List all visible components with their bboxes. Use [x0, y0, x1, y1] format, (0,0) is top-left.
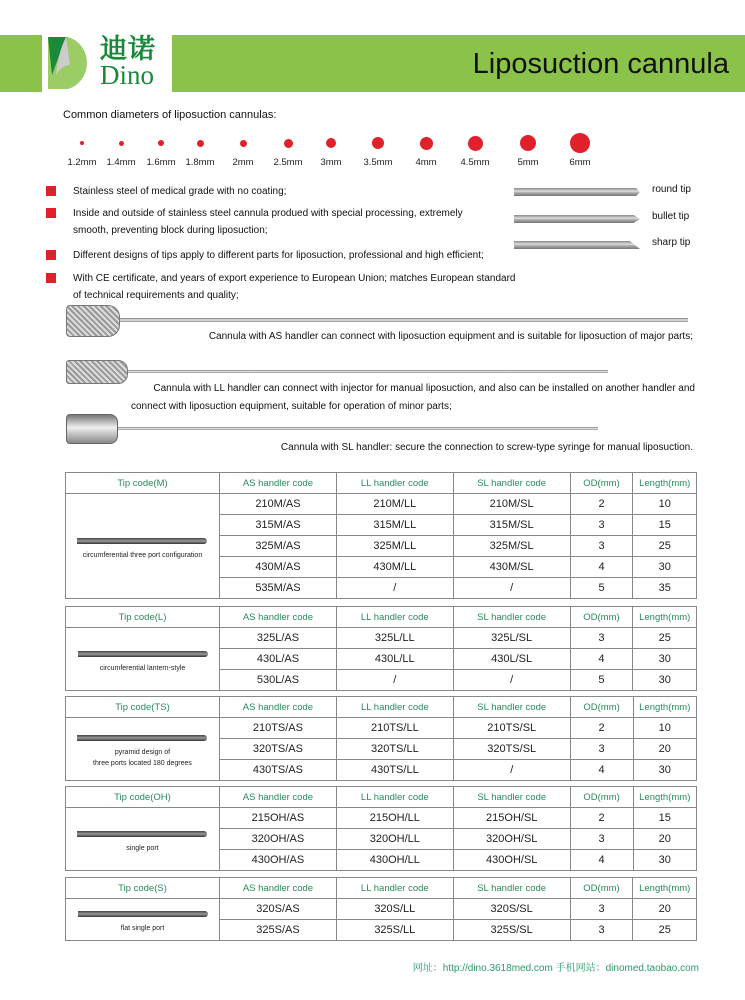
table-header-row — [66, 787, 697, 808]
table-cell: 3 — [570, 515, 633, 536]
table-cell: / — [336, 578, 453, 599]
table-cell: 320S/AS — [220, 899, 337, 920]
table-cell: 3 — [570, 899, 633, 920]
diameter-label: 3.5mm — [363, 157, 393, 168]
tip-type-label: sharp tip — [652, 237, 691, 248]
spec-table — [65, 472, 697, 599]
feature-text: Inside and outside of stainless steel cannula produed with special processing, extremely — [73, 208, 463, 219]
diameter-label: 2mm — [232, 157, 254, 168]
table-cell: 325M/LL — [336, 536, 453, 557]
column-header: AS handler code — [219, 787, 336, 808]
diameter-dot-icon — [468, 136, 483, 151]
tip-image-icon — [77, 735, 207, 741]
spec-table — [65, 606, 697, 691]
table-cell: 315M/AS — [219, 515, 336, 536]
table-cell: 3 — [570, 536, 633, 557]
red-square-bullet-icon — [46, 273, 56, 283]
table-cell: 3 — [570, 829, 633, 850]
column-header: SL handler code — [453, 473, 570, 494]
diameter-item — [358, 130, 398, 168]
table-cell: 430TS/LL — [336, 760, 453, 781]
table-cell: 320OH/LL — [336, 829, 453, 850]
column-header: LL handler code — [336, 878, 453, 899]
table-cell: 4 — [570, 850, 633, 871]
column-header: OD(mm) — [570, 607, 633, 628]
tip-cell — [66, 628, 220, 691]
diameter-dot-icon — [570, 133, 590, 153]
sl-handle-icon — [66, 414, 118, 444]
red-square-bullet-icon — [46, 208, 56, 218]
table-cell: 325L/SL — [453, 628, 570, 649]
diameter-item — [180, 130, 220, 168]
tip-type-label: bullet tip — [652, 211, 690, 222]
table-cell: 215OH/SL — [453, 808, 570, 829]
table-cell: / — [453, 760, 570, 781]
table-cell: / — [453, 670, 570, 691]
tip-cell — [66, 494, 220, 599]
table-row — [66, 718, 697, 739]
round-tip-icon — [514, 188, 640, 196]
table-cell: 210M/LL — [336, 494, 453, 515]
column-header: SL handler code — [453, 697, 570, 718]
diameter-dot-icon — [520, 135, 536, 151]
table-cell: 30 — [633, 760, 697, 781]
table-cell: 20 — [633, 899, 697, 920]
table-cell: 320OH/SL — [453, 829, 570, 850]
table-cell: 215OH/AS — [219, 808, 336, 829]
cannula-ll-desc-1: Cannula with LL handler can connect with injector for manual liposuction, and also can be installed on another handler and — [153, 383, 695, 394]
table-cell: 3 — [570, 739, 633, 760]
table-cell: 215OH/LL — [336, 808, 453, 829]
diameter-label: 1.6mm — [146, 157, 176, 168]
table-cell: 430L/AS — [220, 649, 337, 670]
table-cell: 30 — [633, 557, 697, 578]
column-header: AS handler code — [220, 607, 337, 628]
table-cell: 25 — [633, 920, 697, 941]
diameter-dot-icon — [158, 140, 164, 146]
table-cell: 4 — [570, 760, 633, 781]
table-row — [66, 494, 697, 515]
table-cell: 20 — [633, 829, 697, 850]
sl-cannula-rod — [118, 427, 598, 430]
tip-description: circumferential three port configuration — [82, 551, 203, 559]
tip-description: single port — [126, 844, 159, 852]
dino-logo-icon — [46, 35, 98, 91]
diameter-dot-icon — [197, 140, 204, 147]
column-header: Length(mm) — [633, 697, 697, 718]
column-header: Length(mm) — [633, 607, 697, 628]
tip-code-header: Tip code(M) — [66, 473, 220, 494]
tip-code-header: Tip code(L) — [66, 607, 220, 628]
table-cell: 315M/SL — [453, 515, 570, 536]
column-header: LL handler code — [336, 787, 453, 808]
tip-type-label: round tip — [652, 184, 691, 195]
table-cell: 430M/LL — [336, 557, 453, 578]
feature-text: of technical requirements and quality; — [73, 290, 239, 301]
diameter-label: 4.5mm — [460, 157, 490, 168]
feature-text: With CE certificate, and years of export experience to European Union; matches European standard — [73, 273, 516, 284]
column-header: OD(mm) — [570, 878, 633, 899]
table-cell: 30 — [633, 670, 697, 691]
table-cell: 325L/LL — [336, 628, 453, 649]
table-cell: / — [453, 578, 570, 599]
table-cell: 210TS/SL — [453, 718, 570, 739]
table-cell: 320S/LL — [336, 899, 453, 920]
table-cell: 535M/AS — [219, 578, 336, 599]
diameter-dot-icon — [80, 141, 84, 145]
table-row — [66, 808, 697, 829]
feature-text: Stainless steel of medical grade with no coating; — [73, 186, 287, 197]
table-header-row — [66, 697, 697, 718]
diameter-label: 3mm — [320, 157, 342, 168]
column-header: SL handler code — [453, 787, 570, 808]
table-cell: 20 — [633, 739, 697, 760]
sharp-tip-icon — [514, 241, 640, 249]
diameter-item — [508, 130, 548, 168]
table-cell: 10 — [633, 494, 697, 515]
diameter-label: 1.4mm — [106, 157, 136, 168]
diameter-item — [406, 130, 446, 168]
tip-cell — [66, 899, 220, 941]
diameter-dots — [62, 130, 602, 170]
diameter-label: 1.2mm — [67, 157, 97, 168]
diameter-dot-icon — [240, 140, 247, 147]
ll-handle-icon — [66, 360, 128, 384]
table-cell: 3 — [570, 628, 633, 649]
tip-image-icon — [78, 651, 208, 657]
table-cell: 25 — [633, 628, 697, 649]
diameter-label: 5mm — [517, 157, 539, 168]
table-cell: 2 — [570, 494, 633, 515]
cannula-sl-desc: Cannula with SL handler: secure the connection to screw-type syringe for manual liposuction. — [280, 442, 693, 453]
table-header-row — [66, 473, 697, 494]
ll-cannula-rod — [128, 370, 608, 373]
diameter-label: 1.8mm — [185, 157, 215, 168]
red-square-bullet-icon — [46, 186, 56, 196]
column-header: OD(mm) — [570, 697, 633, 718]
column-header: LL handler code — [336, 697, 453, 718]
table-cell: 4 — [570, 649, 633, 670]
tip-cell — [66, 718, 220, 781]
table-cell: 210TS/LL — [336, 718, 453, 739]
table-cell: 2 — [570, 718, 633, 739]
table-cell: 325S/LL — [336, 920, 453, 941]
table-cell: 430OH/LL — [336, 850, 453, 871]
page-title: Liposuction cannula — [472, 48, 729, 80]
diameter-item — [268, 130, 308, 168]
table-cell: 25 — [633, 536, 697, 557]
column-header: LL handler code — [336, 473, 453, 494]
column-header: Length(mm) — [633, 473, 697, 494]
tip-cell — [66, 808, 220, 871]
red-square-bullet-icon — [46, 250, 56, 260]
table-cell: 30 — [633, 850, 697, 871]
tip-description: circumferential lantern-style — [99, 664, 186, 672]
spec-table — [65, 696, 697, 781]
table-cell: 10 — [633, 718, 697, 739]
table-cell: 4 — [570, 557, 633, 578]
table-cell: 320OH/AS — [219, 829, 336, 850]
diameter-item — [223, 130, 263, 168]
diameter-label: 2.5mm — [273, 157, 303, 168]
logo-chinese-text: 迪诺 — [100, 34, 156, 65]
table-cell: 325M/AS — [219, 536, 336, 557]
as-cannula-rod — [120, 318, 688, 322]
table-cell: 320TS/AS — [219, 739, 336, 760]
tip-code-header: Tip code(OH) — [66, 787, 220, 808]
column-header: AS handler code — [219, 473, 336, 494]
table-cell: 325S/AS — [220, 920, 337, 941]
column-header: OD(mm) — [570, 473, 633, 494]
column-header: AS handler code — [220, 878, 337, 899]
footer-website[interactable]: 网址：http://dino.3618med.com 手机网站：dinomed.taobao.com — [412, 963, 699, 974]
diameter-item — [141, 130, 181, 168]
column-header: AS handler code — [219, 697, 336, 718]
table-header-row — [66, 607, 697, 628]
cannula-ll-desc-2: connect with liposuction equipment, suitable for operation of minor parts; — [131, 401, 452, 412]
table-cell: 5 — [570, 670, 633, 691]
table-cell: / — [336, 670, 453, 691]
table-row — [66, 628, 697, 649]
table-cell: 5 — [570, 578, 633, 599]
table-cell: 2 — [570, 808, 633, 829]
diameter-item — [62, 130, 102, 168]
table-cell: 210TS/AS — [219, 718, 336, 739]
table-header-row — [66, 878, 697, 899]
diameter-dot-icon — [284, 139, 293, 148]
tip-code-header: Tip code(TS) — [66, 697, 220, 718]
table-cell: 210M/SL — [453, 494, 570, 515]
table-cell: 530L/AS — [220, 670, 337, 691]
diameter-label: 4mm — [415, 157, 437, 168]
column-header: SL handler code — [453, 607, 570, 628]
table-cell: 325S/SL — [453, 920, 570, 941]
table-cell: 325L/AS — [220, 628, 337, 649]
diameter-item — [560, 130, 600, 168]
column-header: LL handler code — [336, 607, 453, 628]
diameter-dot-icon — [420, 137, 433, 150]
table-cell: 210M/AS — [219, 494, 336, 515]
feature-text: smooth, preventing block during liposuction; — [73, 225, 268, 236]
table-cell: 430OH/AS — [219, 850, 336, 871]
column-header: Length(mm) — [633, 878, 697, 899]
column-header: Length(mm) — [633, 787, 697, 808]
table-cell: 15 — [633, 515, 697, 536]
table-cell: 430TS/AS — [219, 760, 336, 781]
table-row — [66, 899, 697, 920]
tip-description: flat single port — [120, 925, 165, 932]
table-cell: 430L/SL — [453, 649, 570, 670]
bullet-tip-icon — [514, 215, 640, 223]
tip-image-icon — [77, 831, 207, 837]
diameter-item — [311, 130, 351, 168]
feature-text: Different designs of tips apply to different parts for liposuction, professional and high efficient; — [73, 250, 484, 261]
table-cell: 325M/SL — [453, 536, 570, 557]
table-cell: 320TS/LL — [336, 739, 453, 760]
table-cell: 430M/SL — [453, 557, 570, 578]
table-cell: 320S/SL — [453, 899, 570, 920]
table-cell: 35 — [633, 578, 697, 599]
table-cell: 320TS/SL — [453, 739, 570, 760]
column-header: OD(mm) — [570, 787, 633, 808]
tip-description: three ports located 180 degrees — [93, 760, 192, 767]
spec-table — [65, 786, 697, 871]
table-cell: 3 — [570, 920, 633, 941]
diameter-dot-icon — [326, 138, 336, 148]
tip-image-icon — [78, 911, 208, 917]
tip-description: pyramid design of — [114, 749, 171, 756]
table-cell: 15 — [633, 808, 697, 829]
diameter-dot-icon — [372, 137, 384, 149]
table-cell: 30 — [633, 649, 697, 670]
diameter-label: 6mm — [569, 157, 591, 168]
column-header: SL handler code — [453, 878, 570, 899]
table-cell: 430OH/SL — [453, 850, 570, 871]
table-cell: 430M/AS — [219, 557, 336, 578]
table-cell: 315M/LL — [336, 515, 453, 536]
logo-english-text: Dino — [100, 60, 154, 90]
cannula-as-desc: Cannula with AS handler can connect with liposuction equipment and is suitable for liposuction of major parts; — [208, 331, 693, 342]
diameters-title: Common diameters of liposuction cannulas: — [63, 109, 277, 121]
diameter-dot-icon — [119, 141, 124, 146]
tip-image-icon — [77, 538, 207, 544]
tip-code-header: Tip code(S) — [66, 878, 220, 899]
diameter-item — [101, 130, 141, 168]
table-cell: 430L/LL — [336, 649, 453, 670]
diameter-item — [455, 130, 495, 168]
spec-table — [65, 877, 697, 941]
as-handle-icon — [66, 305, 120, 337]
